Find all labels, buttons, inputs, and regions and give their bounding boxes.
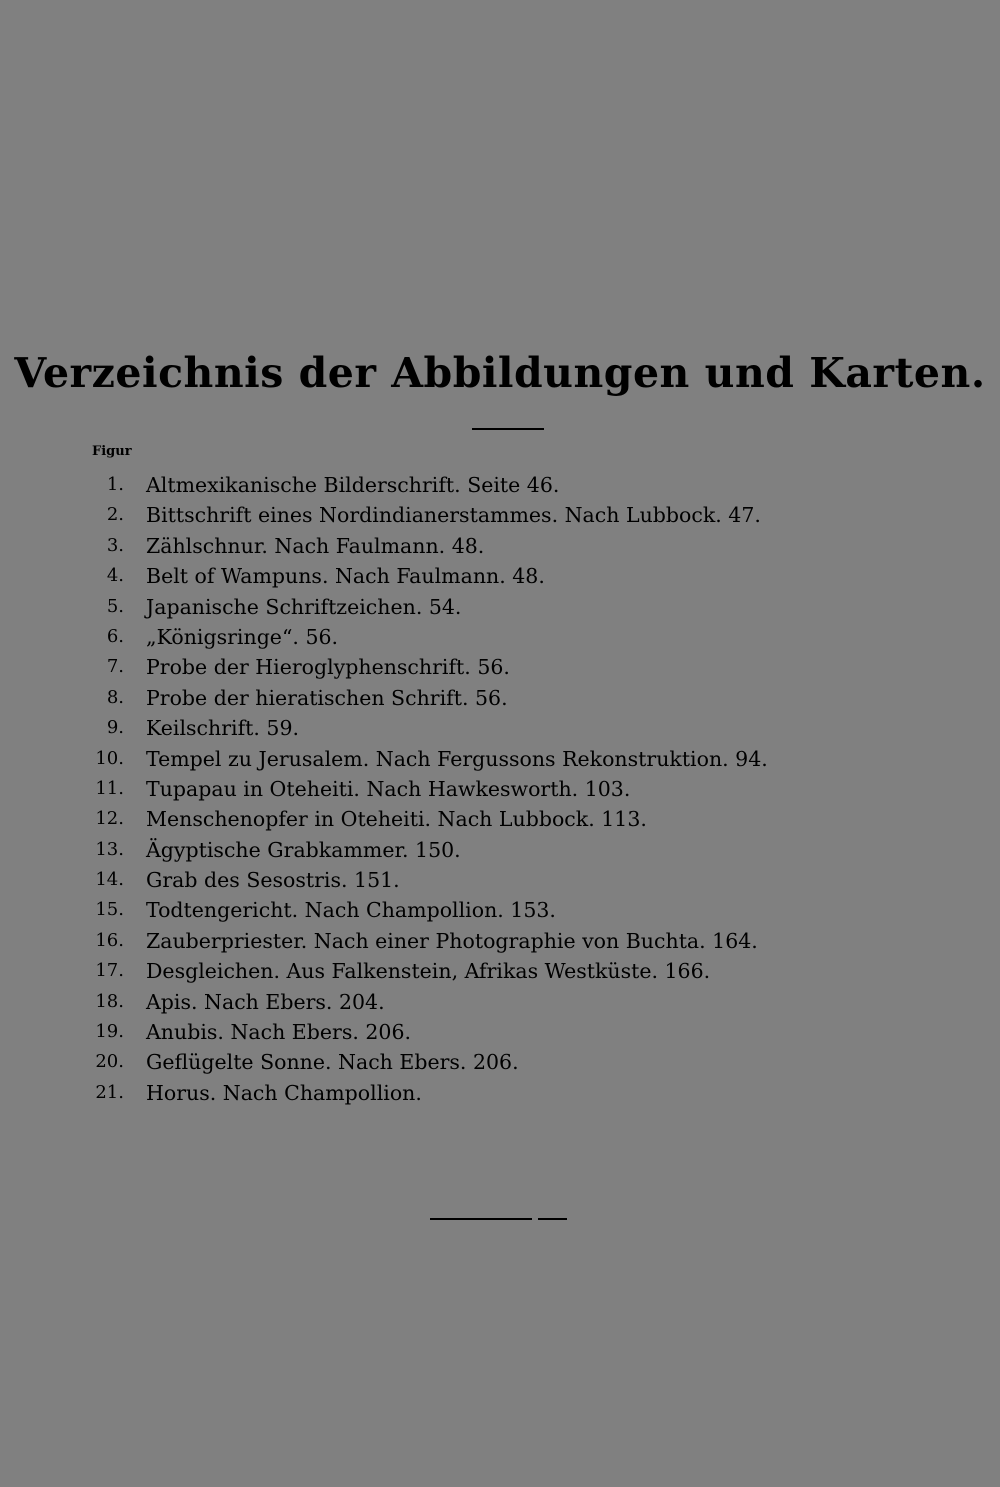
figure-number: 18. xyxy=(95,990,124,1012)
figure-number: 21. xyxy=(95,1081,124,1103)
figure-number: 4. xyxy=(106,565,124,587)
figure-number: 11. xyxy=(95,777,124,799)
list-item xyxy=(0,500,1000,530)
list-item xyxy=(0,956,1000,986)
figure-caption: Zauberpriester. Nach einer Photographie von Buchta. 164. xyxy=(146,928,758,953)
figure-caption: Probe der Hieroglyphenschrift. 56. xyxy=(146,655,510,680)
figure-number: 9. xyxy=(106,717,124,739)
end-divider xyxy=(538,1218,567,1220)
list-item xyxy=(0,531,1000,561)
figure-caption: Belt of Wampuns. Nach Faulmann. 48. xyxy=(146,564,545,589)
figure-list xyxy=(0,470,1000,1108)
figure-caption: Desgleichen. Aus Falkenstein, Afrikas Westküste. 166. xyxy=(146,959,711,984)
figure-number: 12. xyxy=(95,808,124,830)
list-item xyxy=(0,652,1000,682)
list-item xyxy=(0,561,1000,591)
figure-caption: Japanische Schriftzeichen. 54. xyxy=(146,594,462,619)
figure-number: 7. xyxy=(106,656,124,678)
list-item xyxy=(0,1017,1000,1047)
list-item xyxy=(0,470,1000,500)
list-item xyxy=(0,683,1000,713)
list-item xyxy=(0,804,1000,834)
list-item xyxy=(0,774,1000,804)
figure-caption: Keilschrift. 59. xyxy=(146,716,300,741)
figure-caption: Probe der hieratischen Schrift. 56. xyxy=(146,685,508,710)
figure-number: 6. xyxy=(106,625,124,647)
figure-number: 14. xyxy=(95,869,124,891)
figure-caption: Todtengericht. Nach Champollion. 153. xyxy=(146,898,556,923)
figure-number: 1. xyxy=(106,474,124,495)
figure-caption: Tupapau in Oteheiti. Nach Hawkesworth. 103. xyxy=(146,776,631,801)
column-header-figur: Figur xyxy=(92,444,132,459)
list-item xyxy=(0,926,1000,956)
list-item xyxy=(0,592,1000,622)
list-item xyxy=(0,987,1000,1017)
figure-caption: Bittschrift eines Nordindianerstammes. Nach Lubbock. 47. xyxy=(146,503,761,528)
figure-caption: Geflügelte Sonne. Nach Ebers. 206. xyxy=(146,1050,519,1075)
list-item xyxy=(0,622,1000,652)
figure-caption: Altmexikanische Bilderschrift. Seite 46. xyxy=(146,473,560,497)
figure-number: 10. xyxy=(95,747,124,769)
figure-number: 13. xyxy=(95,838,124,860)
figure-caption: Menschenopfer in Oteheiti. Nach Lubbock. 113. xyxy=(146,807,647,832)
figure-number: 3. xyxy=(106,534,124,556)
figure-caption: Horus. Nach Champollion. xyxy=(146,1080,422,1105)
list-item xyxy=(0,835,1000,865)
figure-number: 8. xyxy=(106,686,124,708)
figure-number: 2. xyxy=(106,504,124,526)
figure-caption: Grab des Sesostris. 151. xyxy=(146,868,400,893)
figure-number: 17. xyxy=(95,960,124,982)
figure-number: 16. xyxy=(95,929,124,951)
end-divider xyxy=(430,1218,532,1220)
page-title: Verzeichnis der Abbildungen und Karten. xyxy=(14,349,986,398)
list-item xyxy=(0,744,1000,774)
figure-caption: Ägyptische Grabkammer. 150. xyxy=(146,837,461,862)
list-item xyxy=(0,713,1000,743)
figure-caption: Zählschnur. Nach Faulmann. 48. xyxy=(146,533,485,558)
figure-number: 19. xyxy=(95,1021,124,1043)
title-divider xyxy=(472,428,544,430)
figure-caption: Tempel zu Jerusalem. Nach Fergussons Rekonstruktion. 94. xyxy=(146,746,768,771)
list-item xyxy=(0,895,1000,925)
list-item xyxy=(0,1078,1000,1108)
figure-caption: „Königsringe“. 56. xyxy=(146,624,339,649)
list-item xyxy=(0,1047,1000,1077)
figure-number: 20. xyxy=(95,1051,124,1073)
list-item xyxy=(0,865,1000,895)
figure-caption: Anubis. Nach Ebers. 206. xyxy=(146,1020,412,1045)
figure-caption: Apis. Nach Ebers. 204. xyxy=(146,989,385,1014)
figure-number: 15. xyxy=(95,899,124,921)
figure-number: 5. xyxy=(106,595,124,617)
